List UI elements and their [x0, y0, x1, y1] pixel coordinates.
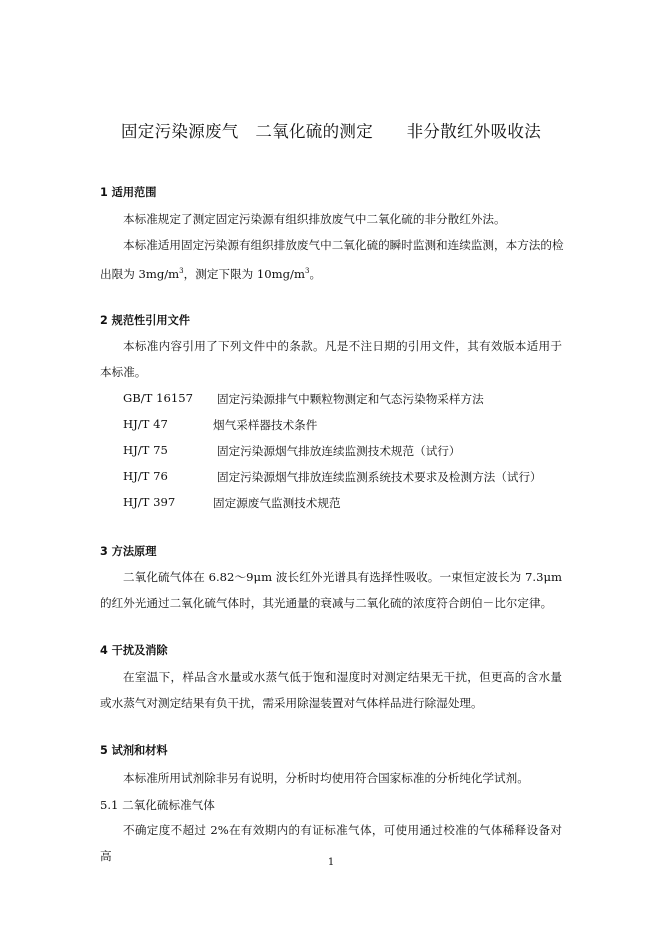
detection-limit-superscript: 3: [179, 267, 184, 275]
section-2-paragraph-1: 本标准内容引用了下列文件中的条款。凡是不注日期的引用文件，其有效版本适用于本标准。: [100, 339, 562, 379]
section-3-paragraph-1: 二氧化硫气体在 6.82～9μm 波长红外光谱具有选择性吸收。一束恒定波长为 7.3μm 的红外光通过二氧化硫气体时，其光通量的衰减与二氧化硫的浓度符合朗伯－比尔定律。: [100, 570, 562, 610]
section-4-paragraph-1: 在室温下，样品含水量或水蒸气低于饱和湿度时对测定结果无干扰，但更高的含水量或水蒸气对测定结果有负干扰，需采用除湿装置对气体样品进行除湿处理。: [100, 670, 562, 710]
page-number: 1: [327, 857, 335, 868]
reference-code: HJ/T 76: [123, 469, 168, 483]
section-heading-5: 5 试剂和材料: [100, 744, 168, 757]
reference-title: 固定源废气监测技术规范: [213, 496, 341, 510]
reference-title: 烟气采样器技术条件: [213, 418, 318, 432]
reference-title: 固定污染源烟气排放连续监测系统技术要求及检测方法（试行）: [217, 470, 542, 484]
section-1-paragraph-2-line-2: [100, 258, 321, 287]
document-title: 固定污染源废气 二氧化硫的测定 非分散红外吸收法: [121, 122, 541, 141]
section-heading-4: 4 干扰及消除: [100, 644, 168, 657]
subsection-heading-5-1: 5.1 二氧化硫标准气体: [100, 798, 215, 812]
section-1-paragraph-2-line-1: 本标准适用固定污染源有组织排放废气中二氧化硫的瞬时监测和连续监测，本方法的检: [123, 238, 564, 252]
detection-limit-text: 出限为 3mg/m: [100, 266, 180, 281]
section-heading-2: 2 规范性引用文件: [100, 314, 190, 327]
lower-limit-text: ，测定下限为 10mg/m: [183, 266, 305, 281]
subsection-5-1-paragraph-1: 不确定度不超过 2%在有效期内的有证标准气体，可使用通过校准的气体稀释设备对高: [100, 823, 562, 863]
reference-code: HJ/T 75: [123, 443, 168, 457]
section-1-paragraph-1: 本标准规定了测定固定污染源有组织排放废气中二氧化硫的非分散红外法。: [123, 212, 506, 226]
reference-title: 固定污染源烟气排放连续监测技术规范（试行）: [217, 444, 461, 458]
reference-title: 固定污染源排气中颗粒物测定和气态污染物采样方法: [217, 392, 484, 406]
section-heading-1: 1 适用范围: [100, 186, 157, 199]
sentence-end: 。: [309, 266, 322, 281]
reference-code: GB/T 16157: [123, 391, 193, 405]
section-5-paragraph-1: 本标准所用试剂除非另有说明，分析时均使用符合国家标准的分析纯化学试剂。: [123, 771, 529, 785]
lower-limit-superscript: 3: [304, 267, 310, 275]
reference-code: HJ/T 47: [123, 417, 168, 431]
reference-code: HJ/T 397: [123, 495, 176, 509]
section-heading-3: 3 方法原理: [100, 545, 157, 558]
